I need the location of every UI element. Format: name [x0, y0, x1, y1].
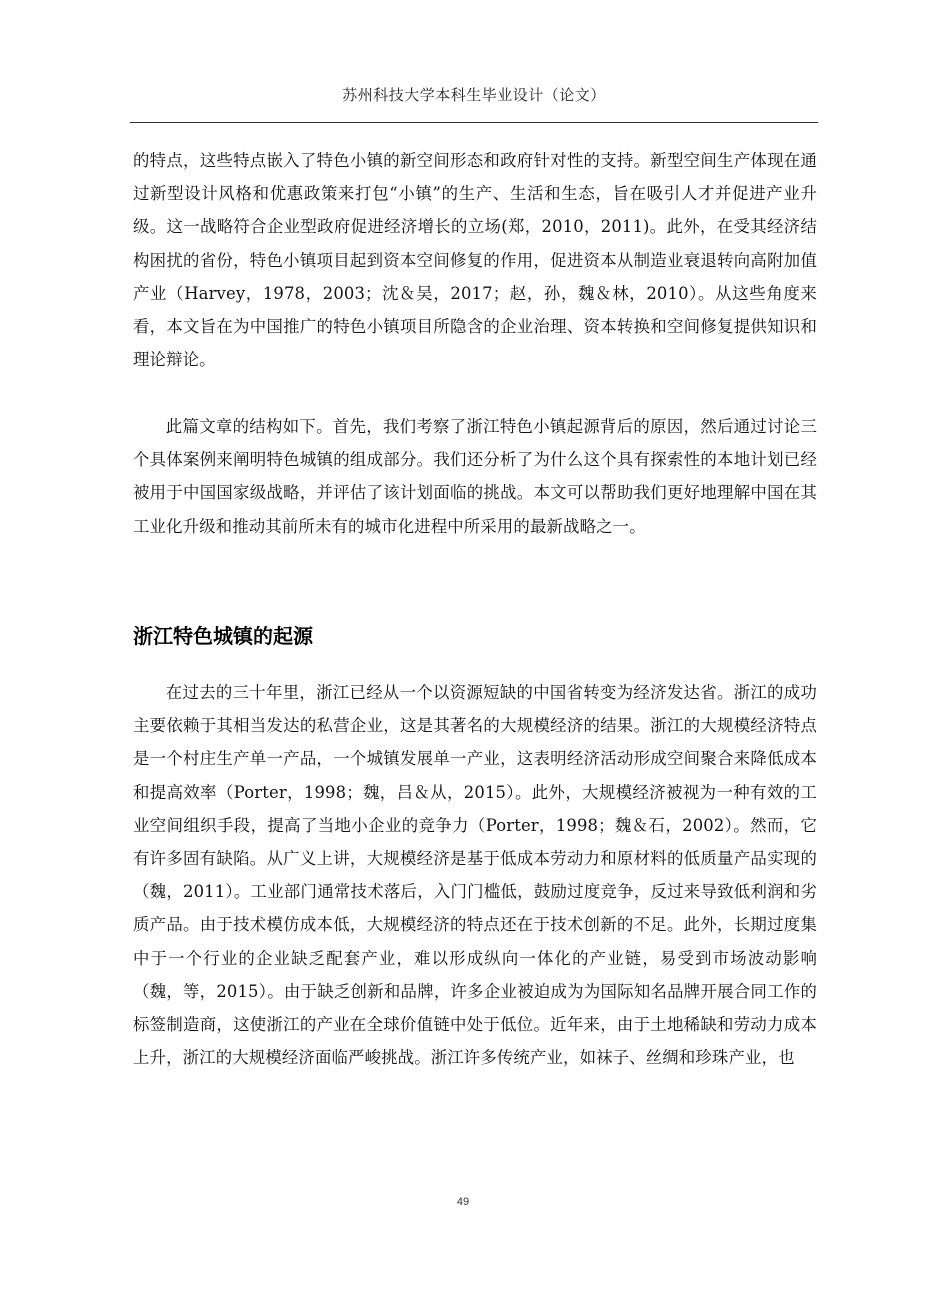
paragraph-1: 的特点，这些特点嵌入了特色小镇的新空间形态和政府针对性的支持。新型空间生产体现在通过新型设计风格和优惠政策来打包“小镇”的生产、生活和生态，旨在吸引人才并促进产业升级。这一战略符合企业型政府促进经济增长的立场(郑，2010，2011)。此外，在受其经济结构困扰的省份，特色小镇项目起到资本空间修复的作用，促进资本从制造业衰退转向高附加值产业（Harvey，1978，2003；沈＆吴，2017；赵，孙，魏＆林，2010）。从这些角度来看，本文旨在为中国推广的特色小镇项目所隐含的企业治理、资本转换和空间修复提供知识和理论辩论。	[133, 151, 817, 370]
header-divider	[130, 122, 818, 123]
paragraph-3: 在过去的三十年里，浙江已经从一个以资源短缺的中国省转变为经济发达省。浙江的成功主要依赖于其相当发达的私营企业，这是其著名的大规模经济的结果。浙江的大规模经济特点是一个村庄生产单一产品，一个城镇发展单一产业，这表明经济活动形成空间聚合来降低成本和提高效率（Porter，1998；魏，吕＆从，2015）。此外，大规模经济被视为一种有效的工业空间组织手段，提高了当地小企业的竞争力（Porter，1998；魏＆石，2002）。然而，它有许多固有缺陷。从广义上讲，大规模经济是基于低成本劳动力和原材料的低质量产品实现的（魏，2011）。工业部门通常技术落后，入门门槛低，鼓励过度竞争，反过来导致低利润和劣质产品。由于技术模仿成本低，大规模经济的特点还在于技术创新的不足。此外，长期过度集中于一个行业的企业缺乏配套产业，难以形成纵向一体化的产业链，易受到市场波动影响（魏，等，2015）。由于缺乏创新和品牌，许多企业被迫成为为国际知名品牌开展合同工作的标签制造商，这使浙江的产业在全球价值链中处于低位。近年来，由于土地稀缺和劳动力成本上升，浙江的大规模经济面临严峻挑战。浙江许多传统产业，如袜子、丝绸和珍珠产业，也	[133, 683, 817, 1068]
page-header: 苏州科技大学本科生毕业设计（论文）	[342, 86, 606, 104]
paragraph-2: 此篇文章的结构如下。首先，我们考察了浙江特色小镇起源背后的原因，然后通过讨论三个具体案例来阐明特色城镇的组成部分。我们还分析了为什么这个具有探索性的本地计划已经被用于中国国家级战略，并评估了该计划面临的挑战。本文可以帮助我们更好地理解中国在其工业化升级和推动其前所未有的城市化进程中所采用的最新战略之一。	[133, 417, 817, 536]
section-heading: 浙江特色城镇的起源	[133, 624, 313, 648]
page-number: 49	[456, 1196, 470, 1208]
